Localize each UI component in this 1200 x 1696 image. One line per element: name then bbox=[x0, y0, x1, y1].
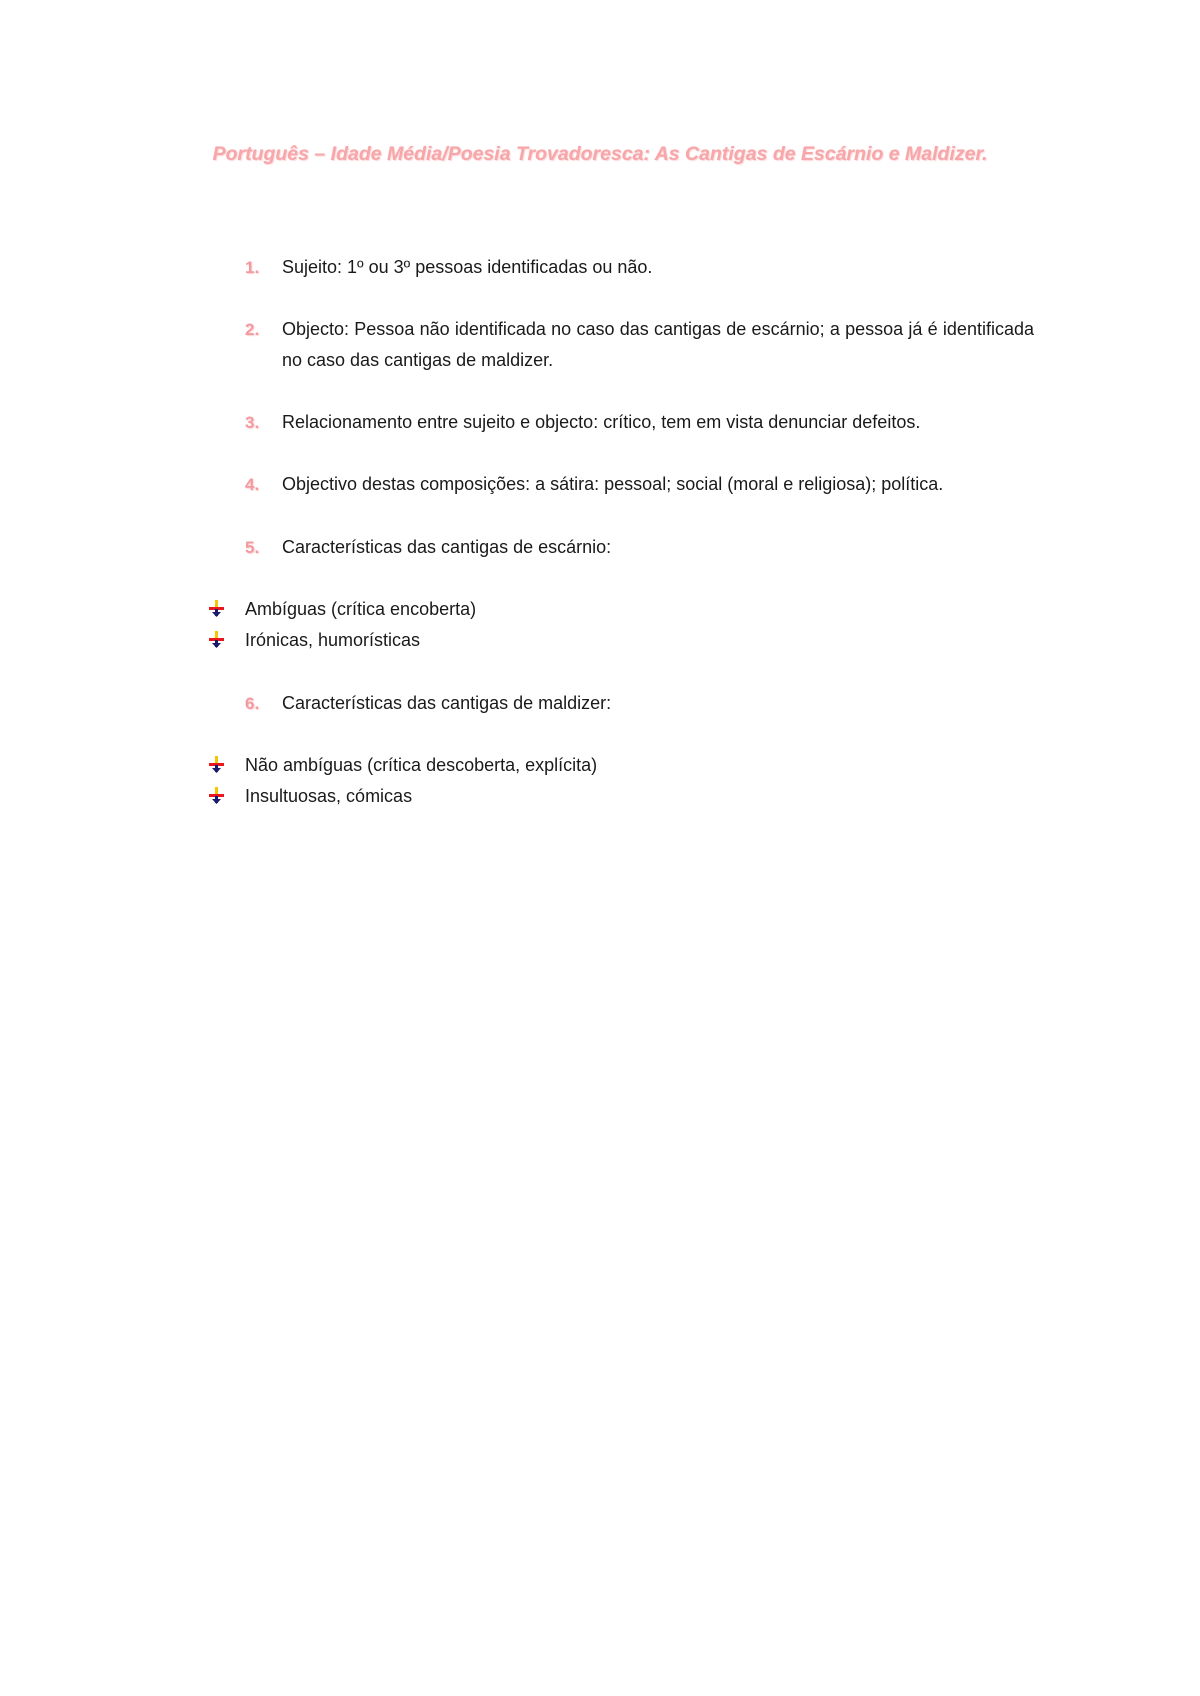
list-text: Objectivo destas composições: a sátira: pessoal; social (moral e religiosa); política. bbox=[282, 474, 944, 494]
list-number: 1. bbox=[245, 258, 260, 277]
list-text: Sujeito: 1º ou 3º pessoas identificadas ou não. bbox=[282, 257, 653, 277]
list-number: 6. bbox=[245, 694, 260, 713]
list-text: Características das cantigas de escárnio: bbox=[282, 537, 612, 557]
arrow-down-bullet-icon bbox=[209, 600, 225, 618]
bullet-text: Insultuosas, cómicas bbox=[245, 786, 413, 806]
list-text: Relacionamento entre sujeito e objecto: crítico, tem em vista denunciar defeitos. bbox=[282, 412, 921, 432]
bullet-text: Ambíguas (crítica encoberta) bbox=[245, 599, 477, 619]
bullet-text: Não ambíguas (crítica descoberta, explícita) bbox=[245, 755, 598, 775]
list-number: 4. bbox=[245, 475, 260, 494]
document-title: Português – Idade Média/Poesia Trovadoresca: As Cantigas de Escárnio e Maldizer. bbox=[212, 143, 988, 165]
list-number: 5. bbox=[245, 538, 260, 557]
arrow-down-bullet-icon bbox=[209, 631, 225, 649]
list-number: 3. bbox=[245, 413, 260, 432]
arrow-down-bullet-icon bbox=[209, 756, 225, 774]
list-text: Características das cantigas de maldizer: bbox=[282, 693, 612, 713]
bullet-text: Irónicas, humorísticas bbox=[245, 630, 421, 650]
list-number: 2. bbox=[245, 320, 260, 339]
list-text: Objecto: Pessoa não identificada no caso das cantigas de escárnio; a pessoa já é identificada no caso das cantigas de maldizer. bbox=[282, 319, 1034, 370]
arrow-down-bullet-icon bbox=[209, 787, 225, 805]
